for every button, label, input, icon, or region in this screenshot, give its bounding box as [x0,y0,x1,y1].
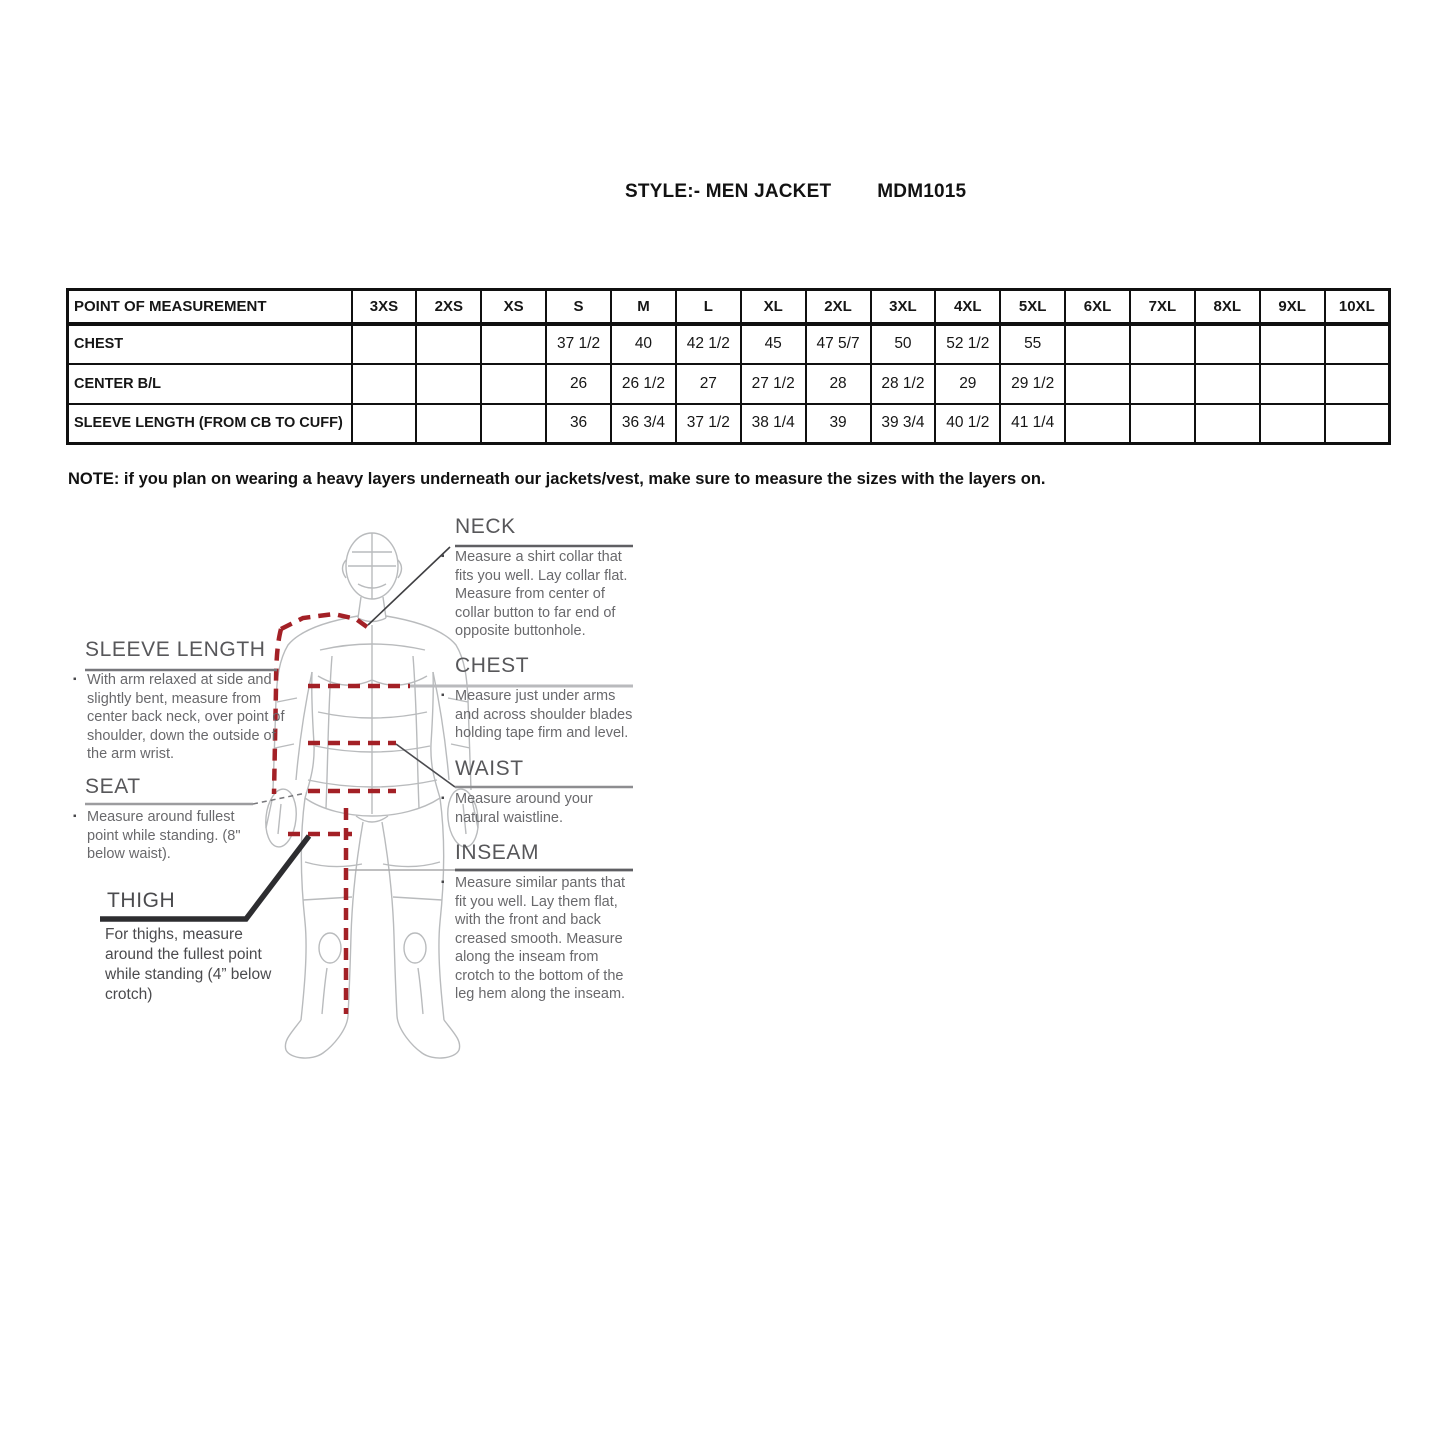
size-chart-cell [1130,404,1195,444]
measurement-row-label: CENTER B/L [68,364,352,404]
size-chart-size-header: S [546,290,611,324]
size-chart [66,288,1391,445]
size-chart-cell: 27 [676,364,741,404]
size-chart-cell [1130,364,1195,404]
size-chart-cell: 45 [741,324,806,364]
size-chart-cell [1260,364,1325,404]
size-chart-cell: 55 [1000,324,1065,364]
bullet-icon: ▪ [73,674,77,685]
size-chart-cell [1195,324,1260,364]
size-chart-size-header: XL [741,290,806,324]
size-chart-cell [1325,364,1390,404]
thigh-heading: THIGH [107,889,176,912]
bullet-icon: ▪ [441,551,445,562]
neck-description: Measure a shirt collar that fits you well. Lay collar flat. Measure from center of collar button to far end of opposite buttonhole. [455,549,628,639]
size-chart-size-header: 8XL [1195,290,1260,324]
size-chart-cell: 39 3/4 [871,404,936,444]
size-chart-size-header: 2XS [416,290,481,324]
size-chart-cell [1260,324,1325,364]
bullet-icon: ▪ [73,811,77,822]
size-chart-cell [352,324,417,364]
seat-section [73,775,263,864]
size-chart-cell [352,364,417,404]
size-chart-cell [1260,404,1325,444]
size-chart-cell: 37 1/2 [546,324,611,364]
size-chart-cell: 40 1/2 [935,404,1000,444]
style-label: STYLE:- MEN JACKET [625,181,832,202]
size-chart-cell: 36 3/4 [611,404,676,444]
table-row [68,404,1390,444]
size-chart-cell [481,404,546,444]
size-chart-corner-header: POINT OF MEASUREMENT [68,290,352,324]
waist-description: Measure around your natural waistline. [455,791,593,826]
size-chart-cell: 27 1/2 [741,364,806,404]
size-chart-cell: 38 1/4 [741,404,806,444]
size-chart-header [68,290,1390,324]
sleeve-length-section [73,638,285,764]
size-chart-size-header: 4XL [935,290,1000,324]
table-row [68,364,1390,404]
seat-description: Measure around fullest point while standing. (8" below waist). [87,809,241,862]
size-chart-cell [416,324,481,364]
size-chart-cell [1065,364,1130,404]
layers-note: NOTE: if you plan on wearing a heavy layers underneath our jackets/vest, make sure to measure the sizes with the layers on. [68,470,1046,488]
size-chart-cell [352,404,417,444]
bullet-icon: ▪ [441,690,445,701]
size-chart-cell: 26 1/2 [611,364,676,404]
size-chart-cell: 47 5/7 [806,324,871,364]
size-chart-size-header: 2XL [806,290,871,324]
measurement-row-label: CHEST [68,324,352,364]
size-chart-body [68,324,1390,444]
size-chart-cell: 50 [871,324,936,364]
size-chart-cell [1325,404,1390,444]
size-chart-cell [1195,404,1260,444]
chest-heading: CHEST [455,654,530,677]
size-chart-size-header: 6XL [1065,290,1130,324]
inseam-section [441,841,637,1004]
size-chart-cell [481,324,546,364]
size-chart-cell [416,404,481,444]
size-chart-cell: 29 1/2 [1000,364,1065,404]
size-chart-cell [1195,364,1260,404]
measurement-row-label: SLEEVE LENGTH (FROM CB TO CUFF) [68,404,352,444]
size-chart-cell: 29 [935,364,1000,404]
neck-section [441,515,637,641]
size-chart-cell: 28 1/2 [871,364,936,404]
size-chart-cell [1325,324,1390,364]
sleeve-length-heading: SLEEVE LENGTH [85,638,266,661]
size-chart-cell [1065,404,1130,444]
inseam-description: Measure similar pants that fit you well. Lay them flat, with the front and back creased smooth. Measure along the inseam from crotch to the bottom of the leg hem along the inseam. [455,875,626,1002]
table-row [68,324,1390,364]
bullet-icon: ▪ [441,877,445,888]
size-chart-cell [416,364,481,404]
size-chart-cell: 39 [806,404,871,444]
size-chart-size-header: 7XL [1130,290,1195,324]
size-chart-cell: 26 [546,364,611,404]
chest-description: Measure just under arms and across shoulder blades holding tape firm and level. [455,688,633,741]
style-code: MDM1015 [877,181,967,202]
waist-section [441,757,637,827]
size-chart-size-header: 9XL [1260,290,1325,324]
waist-heading: WAIST [455,757,524,780]
size-chart-cell [1130,324,1195,364]
inseam-heading: INSEAM [455,841,540,864]
chest-section [441,654,637,743]
size-chart-size-header: 3XL [871,290,936,324]
measurement-dashed-lines [274,614,410,1014]
sleeve-length-description: With arm relaxed at side and slightly bent, measure from center back neck, over point of shoulder, down the outside of the arm wrist. [87,672,285,762]
size-chart-cell: 37 1/2 [676,404,741,444]
thigh-description: For thighs, measure around the fullest point while standing (4” below crotch) [105,926,272,1003]
size-chart-size-header: 5XL [1000,290,1065,324]
seat-heading: SEAT [85,775,141,798]
size-chart-cell: 42 1/2 [676,324,741,364]
bullet-icon: ▪ [441,793,445,804]
size-chart-cell: 28 [806,364,871,404]
size-chart-cell: 52 1/2 [935,324,1000,364]
size-chart-size-header: L [676,290,741,324]
thigh-section [100,889,290,1005]
size-chart-size-header: M [611,290,676,324]
size-chart-size-header: XS [481,290,546,324]
page-title [625,181,966,203]
size-chart-cell [481,364,546,404]
size-chart-cell: 36 [546,404,611,444]
size-chart-size-header: 3XS [352,290,417,324]
neck-heading: NECK [455,515,516,538]
size-chart-cell [1065,324,1130,364]
size-chart-cell: 40 [611,324,676,364]
size-chart-cell: 41 1/4 [1000,404,1065,444]
size-chart-size-header: 10XL [1325,290,1390,324]
